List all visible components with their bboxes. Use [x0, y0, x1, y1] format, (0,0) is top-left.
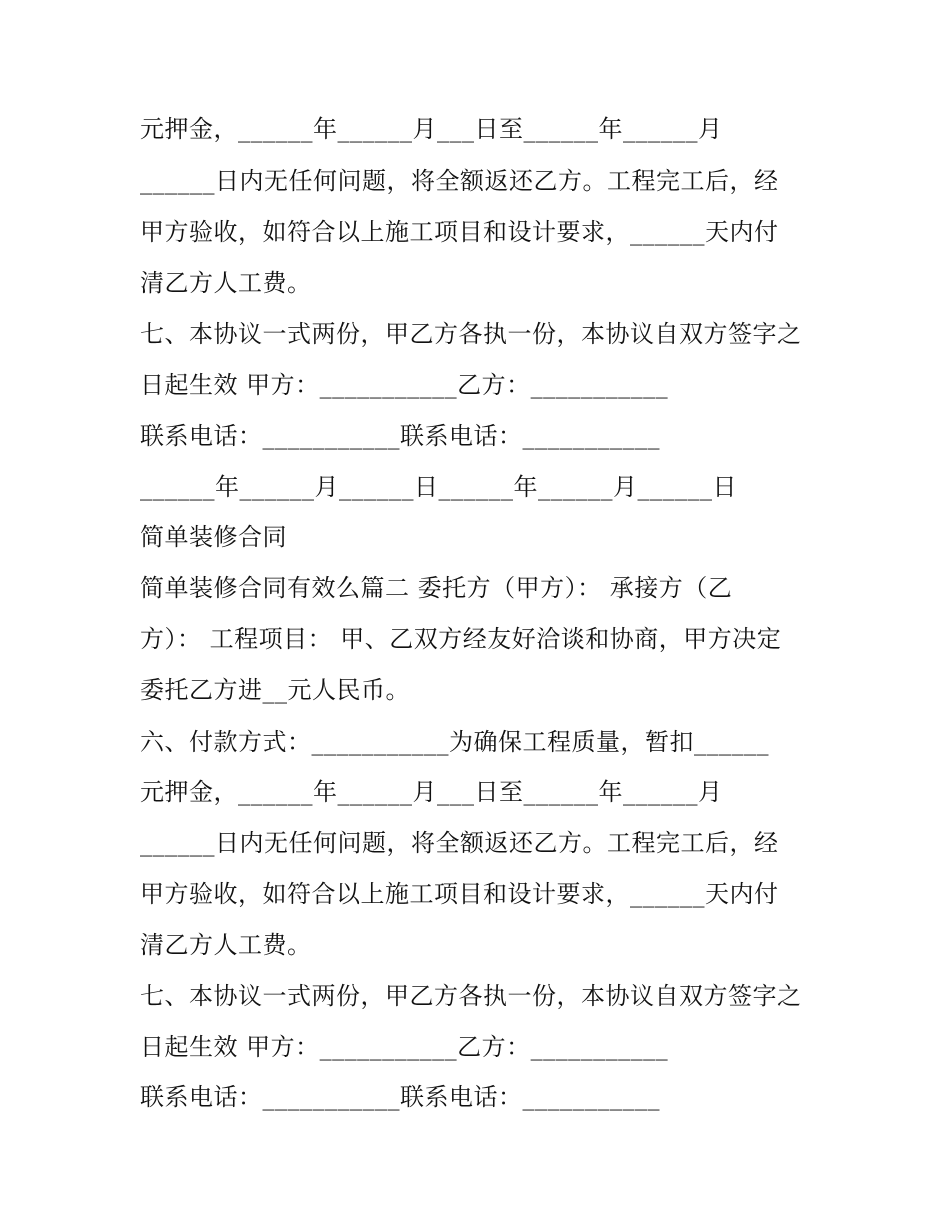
text-line: 七、本协议一式两份，甲乙方各执一份，本协议自双方签字之 — [140, 982, 802, 1010]
text-line: 联系电话：___________联系电话：___________ — [140, 422, 660, 450]
text-line: 甲方验收，如符合以上施工项目和设计要求，______天内付 — [140, 218, 779, 246]
text-line: ______年______月______日______年______月______日 — [140, 473, 737, 501]
text-line: 联系电话：___________联系电话：___________ — [140, 1083, 660, 1111]
text-line: ______日内无任何问题，将全额返还乙方。工程完工后，经 — [140, 829, 779, 857]
text-line: 六、付款方式：___________为确保工程质量，暂扣______ — [140, 728, 769, 756]
section-title: 简单装修合同 — [140, 523, 287, 551]
text-line: 清乙方人工费。 — [140, 931, 312, 959]
text-line: 日起生效 甲方：___________乙方：___________ — [140, 371, 669, 399]
text-line: 清乙方人工费。 — [140, 269, 312, 297]
text-line: 委托乙方进__元人民币。 — [140, 676, 410, 704]
text-line: 简单装修合同有效么篇二 委托方（甲方）： 承接方（乙 — [140, 574, 733, 602]
text-line: 元押金，______年______月___日至______年______月 — [140, 115, 723, 143]
text-line: ______日内无任何问题，将全额返还乙方。工程完工后，经 — [140, 167, 779, 195]
text-line: 方）： 工程项目： 甲、乙双方经友好洽谈和协商，甲方决定 — [140, 625, 782, 653]
text-line: 日起生效 甲方：___________乙方：___________ — [140, 1033, 669, 1061]
text-line: 七、本协议一式两份，甲乙方各执一份，本协议自双方签字之 — [140, 320, 802, 348]
text-line: 甲方验收，如符合以上施工项目和设计要求，______天内付 — [140, 880, 779, 908]
text-line: 元押金，______年______月___日至______年______月 — [140, 778, 723, 806]
